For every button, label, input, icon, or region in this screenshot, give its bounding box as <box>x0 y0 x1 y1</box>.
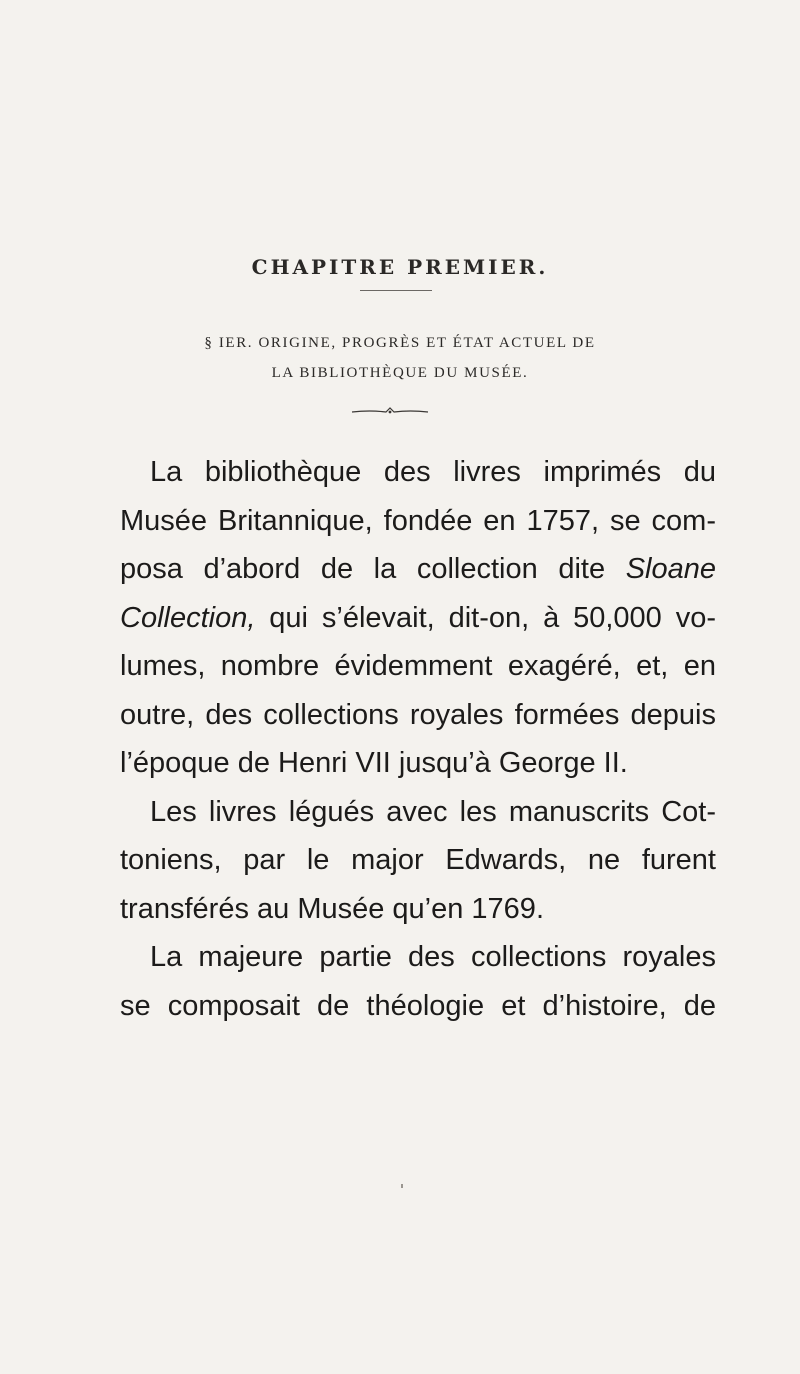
text-line <box>120 594 716 643</box>
text-line: l’époque de Henri VII jusqu’à George II. <box>120 747 628 779</box>
text-line: Musée Britannique, fondée en 1757, se com- <box>120 504 716 537</box>
italic-title: Collection, <box>120 601 256 634</box>
text-line <box>120 545 716 594</box>
text-line: transférés au Musée qu’en 1769. <box>120 892 544 925</box>
paper-speck <box>401 1184 403 1188</box>
text-segment: posa d’abord de la collection dite <box>120 553 626 585</box>
text-line: toniens, par le major Edwards, ne furent <box>120 844 716 876</box>
body-text <box>120 448 716 1030</box>
text-line: La majeure partie des collections royales <box>150 941 716 973</box>
text-line: lumes, nombre évidemment exagéré, et, en <box>120 650 716 682</box>
text-line: se composait de théologie et d’histoire, de <box>120 989 716 1022</box>
text-line: Les livres légués avec les manuscrits Cot- <box>150 795 716 828</box>
text-segment: qui s’élevait, dit-on, à 50,000 vo- <box>269 601 716 634</box>
section-heading <box>0 328 800 388</box>
italic-title: Sloane <box>625 553 716 585</box>
text-line: outre, des collections royales formées depuis <box>120 698 716 731</box>
chapter-title: CHAPITRE PREMIER. <box>251 255 549 279</box>
ornament-divider <box>350 405 430 417</box>
section-heading-line-1: § IER. ORIGINE, PROGRÈS ET ÉTAT ACTUEL DE <box>204 335 596 351</box>
title-rule <box>360 290 432 291</box>
section-heading-line-2: LA BIBLIOTHÈQUE DU MUSÉE. <box>271 365 529 381</box>
text-line: La bibliothèque des livres imprimés du <box>150 456 716 488</box>
